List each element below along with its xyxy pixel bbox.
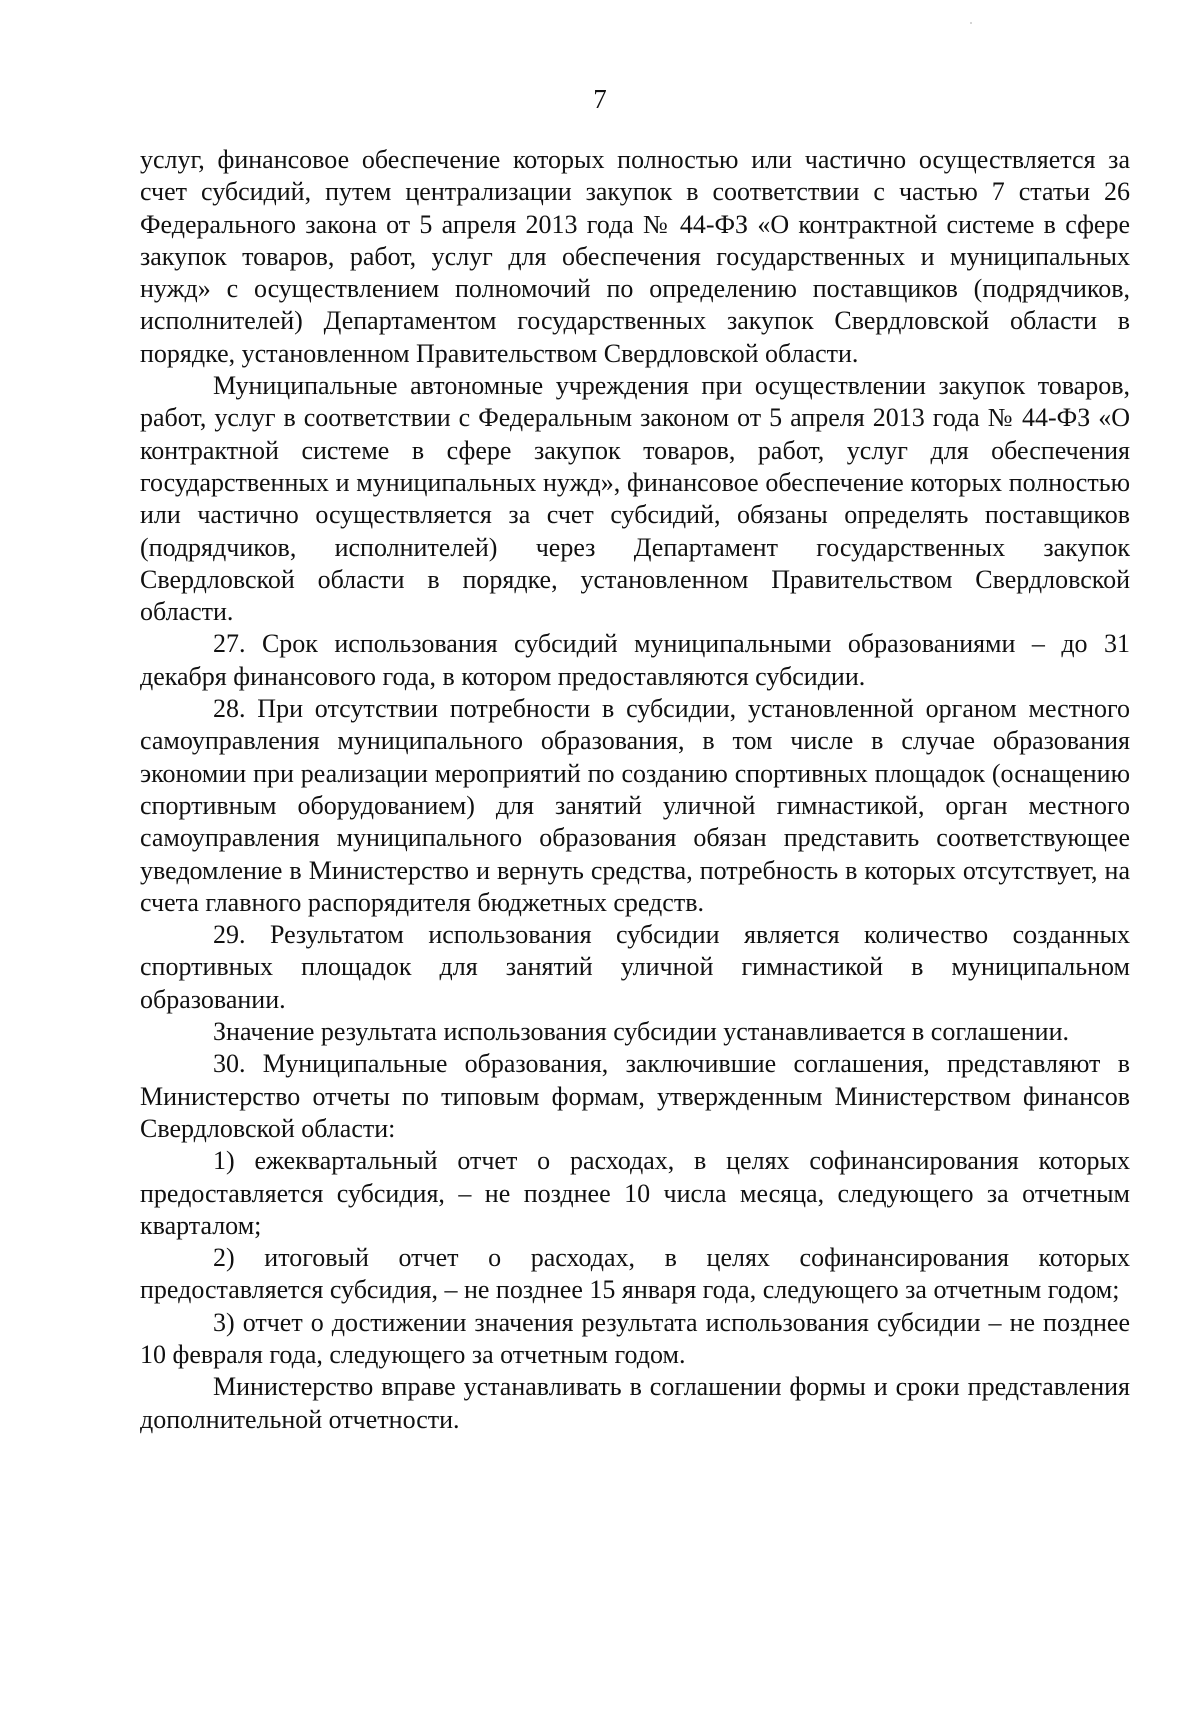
paragraph-report-3: 3) отчет о достижении значения результата использования субсидии – не позднее 10 февраля года, следующего за отчетным годом.: [140, 1307, 1130, 1369]
paragraph-result-value: Значение результата использования субсидии устанавливается в соглашении.: [213, 1017, 1070, 1047]
document-body: [140, 144, 1130, 1436]
paragraph-autonomous-institutions: Муниципальные автономные учреждения при осуществлении закупок товаров, работ, услуг в соответствии с Федеральным законом от 5 апреля 2013 года № 44-ФЗ «О контрактной системе в сфере закупок товаров, работ, услуг для обеспечения государственных и муниципальных нужд», финансовое обеспечение которых полностью или частично осуществляется за счет субсидий, обязаны определять поставщиков (подрядчиков, исполнителей) через Департамент государственных закупок Свердловской области в порядке, установленном Правительством Свердловской области.: [140, 371, 1130, 627]
paragraph-report-1: 1) ежеквартальный отчет о расходах, в целях софинансирования которых предоставляется субсидия, – не позднее 10 числа месяца, следующего за отчетным кварталом;: [140, 1146, 1130, 1240]
paragraph-item-29: 29. Результатом использования субсидии является количество созданных спортивных площадок для занятий уличной гимнастикой в муниципальном образовании.: [140, 920, 1130, 1014]
paragraph-continuation: услуг, финансовое обеспечение которых полностью или частично осуществляется за счет субсидий, путем централизации закупок в соответствии с частью 7 статьи 26 Федерального закона от 5 апреля 2013 года № 44-ФЗ «О контрактной системе в сфере закупок товаров, работ, услуг для обеспечения государственных и муниципальных нужд» с осуществлением полномочий по определению поставщиков (подрядчиков, исполнителей) Департаментом государственных закупок Свердловской области в порядке, установленном Правительством Свердловской области.: [140, 145, 1130, 368]
paragraph-item-28: 28. При отсутствии потребности в субсидии, установленной органом местного самоуправления муниципального образования, в том числе в случае образования экономии при реализации мероприятий по созданию спортивных площадок (оснащению спортивным оборудованием) для занятий уличной гимнастикой, орган местного самоуправления муниципального образования обязан представить соответствующее уведомление в Министерство и вернуть средства, потребность в которых отсутствует, на счета главного распорядителя бюджетных средств.: [140, 694, 1130, 917]
page-number: 7: [593, 84, 607, 114]
scan-speck: [970, 22, 972, 24]
paragraph-item-27: 27. Срок использования субсидий муниципальными образованиями – до 31 декабря финансового года, в котором предоставляются субсидии.: [140, 629, 1130, 691]
paragraph-report-2: 2) итоговый отчет о расходах, в целях софинансирования которых предоставляется субсидия, – не позднее 15 января года, следующего за отчетным годом;: [140, 1243, 1130, 1305]
paragraph-item-30: 30. Муниципальные образования, заключившие соглашения, представляют в Министерство отчеты по типовым формам, утвержденным Министерством финансов Свердловской области:: [140, 1049, 1130, 1143]
paragraph-additional-reporting: Министерство вправе устанавливать в соглашении формы и сроки представления дополнительной отчетности.: [140, 1372, 1130, 1434]
